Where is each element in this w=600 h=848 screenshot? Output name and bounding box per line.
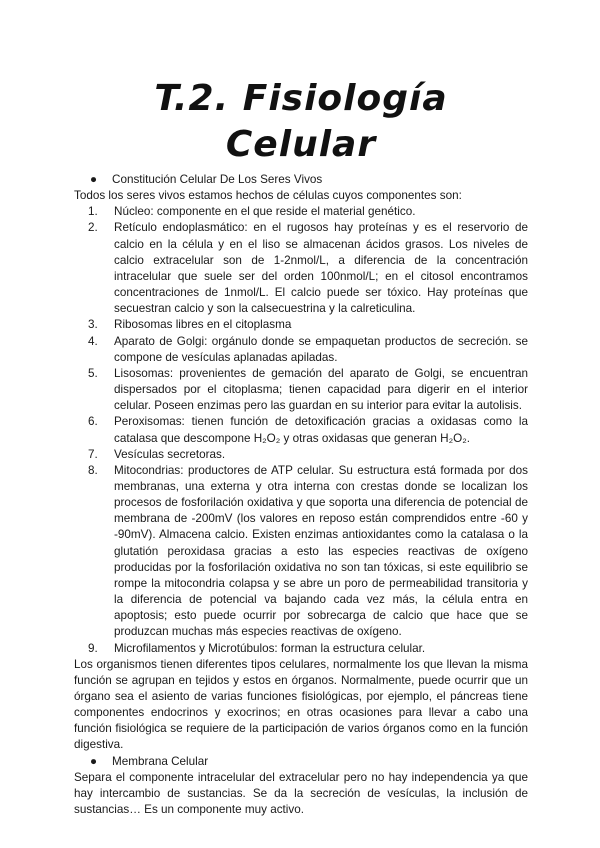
list-item: [74, 463, 528, 641]
list-item: [74, 334, 528, 366]
list-item-number: 6.: [88, 415, 98, 429]
list-item: [74, 447, 528, 463]
section-heading-constitucion: [74, 172, 528, 188]
list-item-number: 9.: [88, 641, 98, 655]
list-item-number: 1.: [88, 205, 98, 219]
list-item-number: 8.: [88, 463, 98, 477]
page-title: T.2. Fisiología Celular: [154, 78, 448, 165]
list-item: [74, 220, 528, 317]
section-heading-text: Membrana Celular: [112, 754, 209, 768]
list-item-number: 5.: [88, 366, 98, 380]
list-item: [74, 641, 528, 657]
section-heading-membrana: [74, 754, 528, 770]
list-item-text: Vesículas secretoras.: [114, 447, 226, 461]
intro-paragraph: Todos los seres vivos estamos hechos de células cuyos componentes son:: [74, 189, 462, 203]
list-item: [74, 414, 528, 446]
list-item: [74, 366, 528, 414]
list-item-text: Aparato de Golgi: orgánulo donde se empaquetan productos de secreción. se compone de vesículas aplanadas apiladas.: [114, 334, 528, 364]
list-item-number: 2.: [88, 221, 98, 235]
list-item-text: Peroxisomas: tienen función de detoxificación gracias a oxidasas como la catalasa que descompone H₂O₂ y otras oxidasas que generan H₂O₂.: [114, 415, 528, 445]
document-page: [74, 76, 528, 818]
list-item-text: Microfilamentos y Microtúbulos: forman la estructura celular.: [114, 641, 426, 655]
list-item-text: Ribosomas libres en el citoplasma: [114, 318, 292, 332]
list-item-text: Lisosomas: provenientes de gemación del aparato de Golgi, se encuentran dispersados por el citoplasma; tienen capacidad para digerir en el interior celular. Poseen enzimas pero las guardan en su interior para evitar la autolisis.: [114, 366, 528, 413]
organisms-paragraph: Los organismos tienen diferentes tipos celulares, normalmente los que llevan la misma función se agrupan en tejidos y estos en órganos. Normalmente, puede ocurrir que un órgano sea el asiento de varias funciones fisiológicas, por ejemplo, el páncreas tiene componentes endocrinos y exocrinos; en otras ocasiones para llevar a cabo una función fisiológica se requiere de la participación de varios órganos como en la función digestiva.: [74, 657, 528, 752]
list-item-number: 4.: [88, 334, 98, 348]
bullet-icon: ●: [90, 173, 98, 186]
list-item-text: Mitocondrias: productores de ATP celular. Su estructura está formada por dos membranas, una externa y otra interna con crestas donde se localizan los procesos de fosforilación oxidativa y que soporta una diferencia de potencial de membrana de -200mV (los valores en reposo están comprendidos entre -60 y -90mV). Almacena calcio. Existen enzimas antioxidantes como la catalasa o la glutatión peroxidasa gracias a esto las especies reactivas de oxígeno producidas por la fosforilación oxidativa no son tan tóxicas, si este equilibrio se rompe la mitocondria colapsa y se abre un poro de permeabilidad transitoria y la diferencia de potencial va bajando cada vez más, la célula entra en apoptosis; esto puede ocurrir por sobrecarga de calcio que hace que se produzcan muchas más especies reactivas de oxígeno.: [114, 463, 528, 639]
list-item: [74, 317, 528, 333]
list-item-text: Retículo endoplasmático: en el rugosos hay proteínas y es el reservorio de calcio en la célula y en el liso se almacenan ácidos grasos. Los niveles de calcio extracelular son de 1-2nmol/L, a diferencia de la concentración intracelular que suele ser del orden 100nmol/L; en el citosol encontramos concentraciones de 1nmol/L. El calcio puede ser tóxico. Hay proteínas que secuestran calcio y son la calsecuestrina y la calreticulina.: [114, 221, 528, 316]
components-list: [74, 204, 528, 656]
membrane-paragraph: Separa el componente intracelular del extracelular pero no hay independencia ya que hay intercambio de sustancias. Se da la secreción de vesículas, la inclusión de sustancias… Es un componente muy activo.: [74, 770, 528, 817]
list-item-number: 3.: [88, 318, 98, 332]
list-item-text: Núcleo: componente en el que reside el material genético.: [114, 205, 416, 219]
section-heading-text: Constitución Celular De Los Seres Vivos: [112, 173, 323, 186]
bullet-icon: ●: [90, 754, 98, 768]
list-item: [74, 204, 528, 220]
list-item-number: 7.: [88, 447, 98, 461]
